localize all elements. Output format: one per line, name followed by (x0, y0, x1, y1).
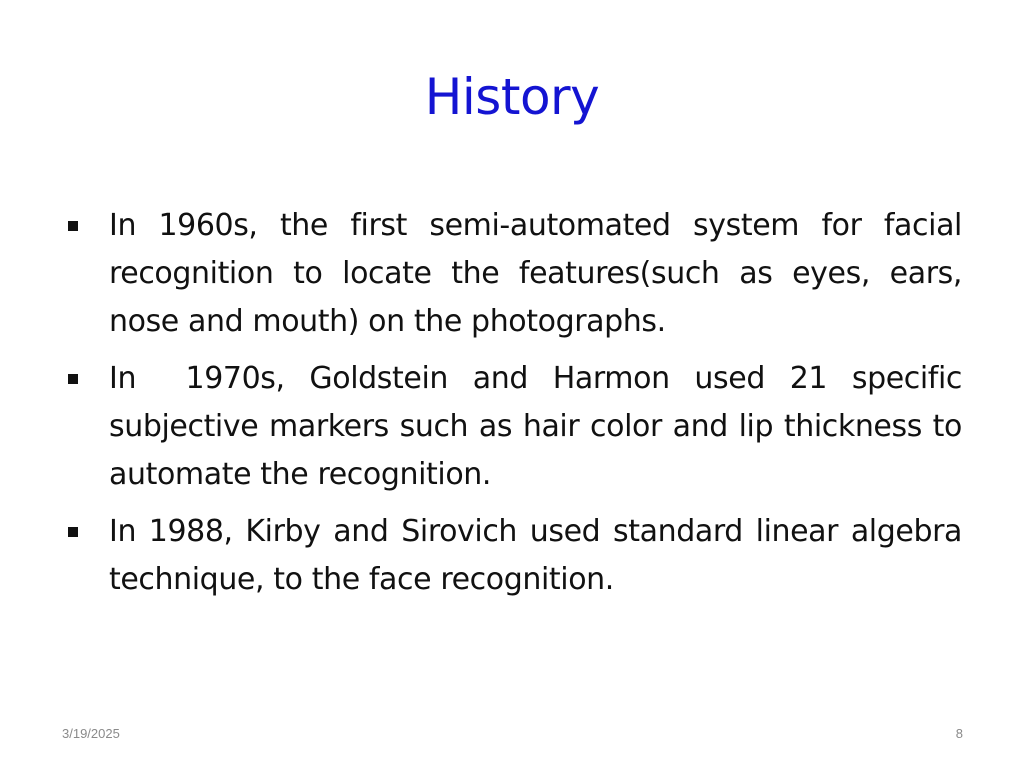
bullet-item (62, 202, 962, 346)
square-bullet-icon (68, 527, 78, 537)
bullet-text: In 1970s, Goldstein and Harmon used 21 specific subjective markers such as hair color and lip thickness to automate the recognition. (109, 361, 972, 492)
square-bullet-icon (68, 221, 78, 231)
bullet-list (62, 202, 972, 613)
slide-title: History (424, 68, 600, 126)
bullet-text: In 1960s, the first semi-automated system for facial recognition to locate the features(such as eyes, ears, nose and mouth) on the photographs. (109, 208, 962, 339)
square-bullet-icon (68, 374, 78, 384)
footer-date: 3/19/2025 (62, 726, 120, 741)
bullet-text: In 1988, Kirby and Sirovich used standard linear algebra technique, to the face recognition. (109, 514, 962, 597)
bullet-item (62, 355, 972, 499)
page-number: 8 (955, 726, 963, 741)
bullet-item (62, 508, 962, 604)
